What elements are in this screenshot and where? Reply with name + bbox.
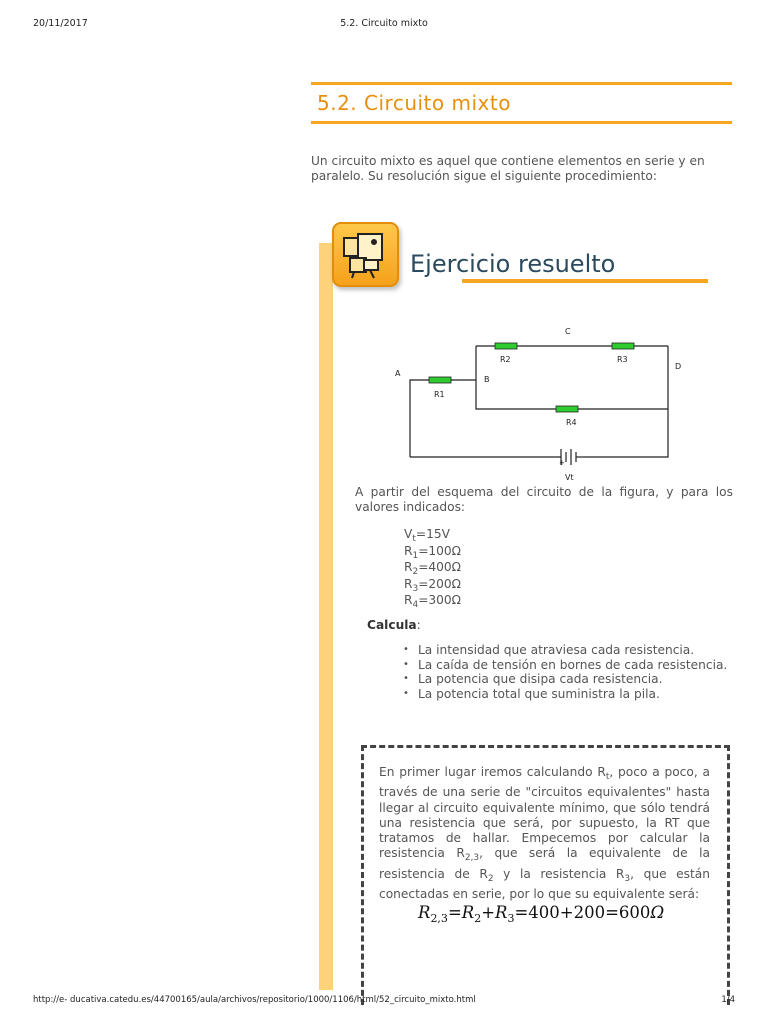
battery-plus: + bbox=[559, 459, 565, 467]
task-list bbox=[403, 643, 733, 701]
exercise-title-underline bbox=[462, 279, 708, 283]
given-values bbox=[404, 526, 461, 609]
node-a-label: A bbox=[395, 369, 401, 378]
exercise-badge bbox=[332, 222, 399, 287]
resistor-r2 bbox=[495, 343, 517, 349]
page-title: 5.2. Circuito mixto bbox=[317, 91, 511, 115]
value-r3: $R_3=200\Omega$ bbox=[404, 576, 461, 594]
source-label: Vt bbox=[565, 473, 574, 482]
circuit-diagram bbox=[395, 322, 705, 487]
resistor-r4 bbox=[556, 406, 578, 412]
print-date: 20/11/2017 bbox=[33, 18, 88, 29]
node-c-label: C bbox=[565, 327, 571, 336]
print-doc-title: 5.2. Circuito mixto bbox=[340, 18, 428, 29]
title-rule-top bbox=[311, 82, 732, 85]
list-item: • La caída de tensión en bornes de cada resistencia. bbox=[403, 658, 733, 673]
value-r2: $R_2=400\Omega$ bbox=[404, 560, 461, 577]
resistor-r3 bbox=[612, 343, 634, 349]
solution-text: En primer lugar iremos calculando $R_t$, poco a poco, a través de una serie de "circuitos equivalentes" hasta llegar al circuito equivalente mínimo, que sólo tendrá una resistencia que será, por supuesto, la RT que tratamos de hallar. Empecemos por calcular la resistencia $R_{2,3}$, que será la equivalente de la resistencia de $R_2$ y la resistencia $R_3$, que están conectadas en serie, por lo que su equivalente será: bbox=[379, 765, 710, 902]
calcula-heading: Calcula: bbox=[367, 618, 421, 632]
problem-statement: A partir del esquema del circuito de la figura, y para los valores indicados: bbox=[355, 485, 733, 514]
exercise-title: Ejercicio resuelto bbox=[410, 250, 616, 278]
r1-label: R1 bbox=[434, 390, 445, 399]
value-vt: $V_t=15V$ bbox=[404, 527, 450, 544]
list-item: • La potencia que disipa cada resistencia. bbox=[403, 672, 733, 687]
r3-label: R3 bbox=[617, 355, 628, 364]
node-d-label: D bbox=[675, 362, 682, 371]
value-r4: $R_4=300\Omega$ bbox=[404, 593, 461, 610]
pencil-paper-icon bbox=[340, 230, 392, 280]
value-r1: $R_1=100\Omega$ bbox=[404, 543, 461, 561]
list-item: • La intensidad que atraviesa cada resistencia. bbox=[403, 643, 733, 658]
r2-label: R2 bbox=[500, 355, 511, 364]
list-item: • La potencia total que suministra la pila. bbox=[403, 687, 733, 702]
title-rule-bottom bbox=[311, 121, 732, 124]
exercise-sidebar-bar bbox=[319, 243, 333, 990]
node-b-label: B bbox=[484, 375, 490, 384]
page-number: 1/4 bbox=[721, 995, 735, 1005]
page-url: http://e- ducativa.catedu.es/44700165/aula/archivos/repositorio/1000/1106/html/52_circuito_mixto.html bbox=[33, 995, 476, 1005]
r4-label: R4 bbox=[566, 418, 577, 427]
equivalent-formula: $R_{2,3}=R_2+R_3=400+200=600\Omega$ bbox=[418, 903, 665, 925]
intro-text: Un circuito mixto es aquel que contiene elementos en serie y en paralelo. Su resolución sigue el siguiente procedimiento: bbox=[311, 154, 705, 183]
resistor-r1 bbox=[429, 377, 451, 383]
